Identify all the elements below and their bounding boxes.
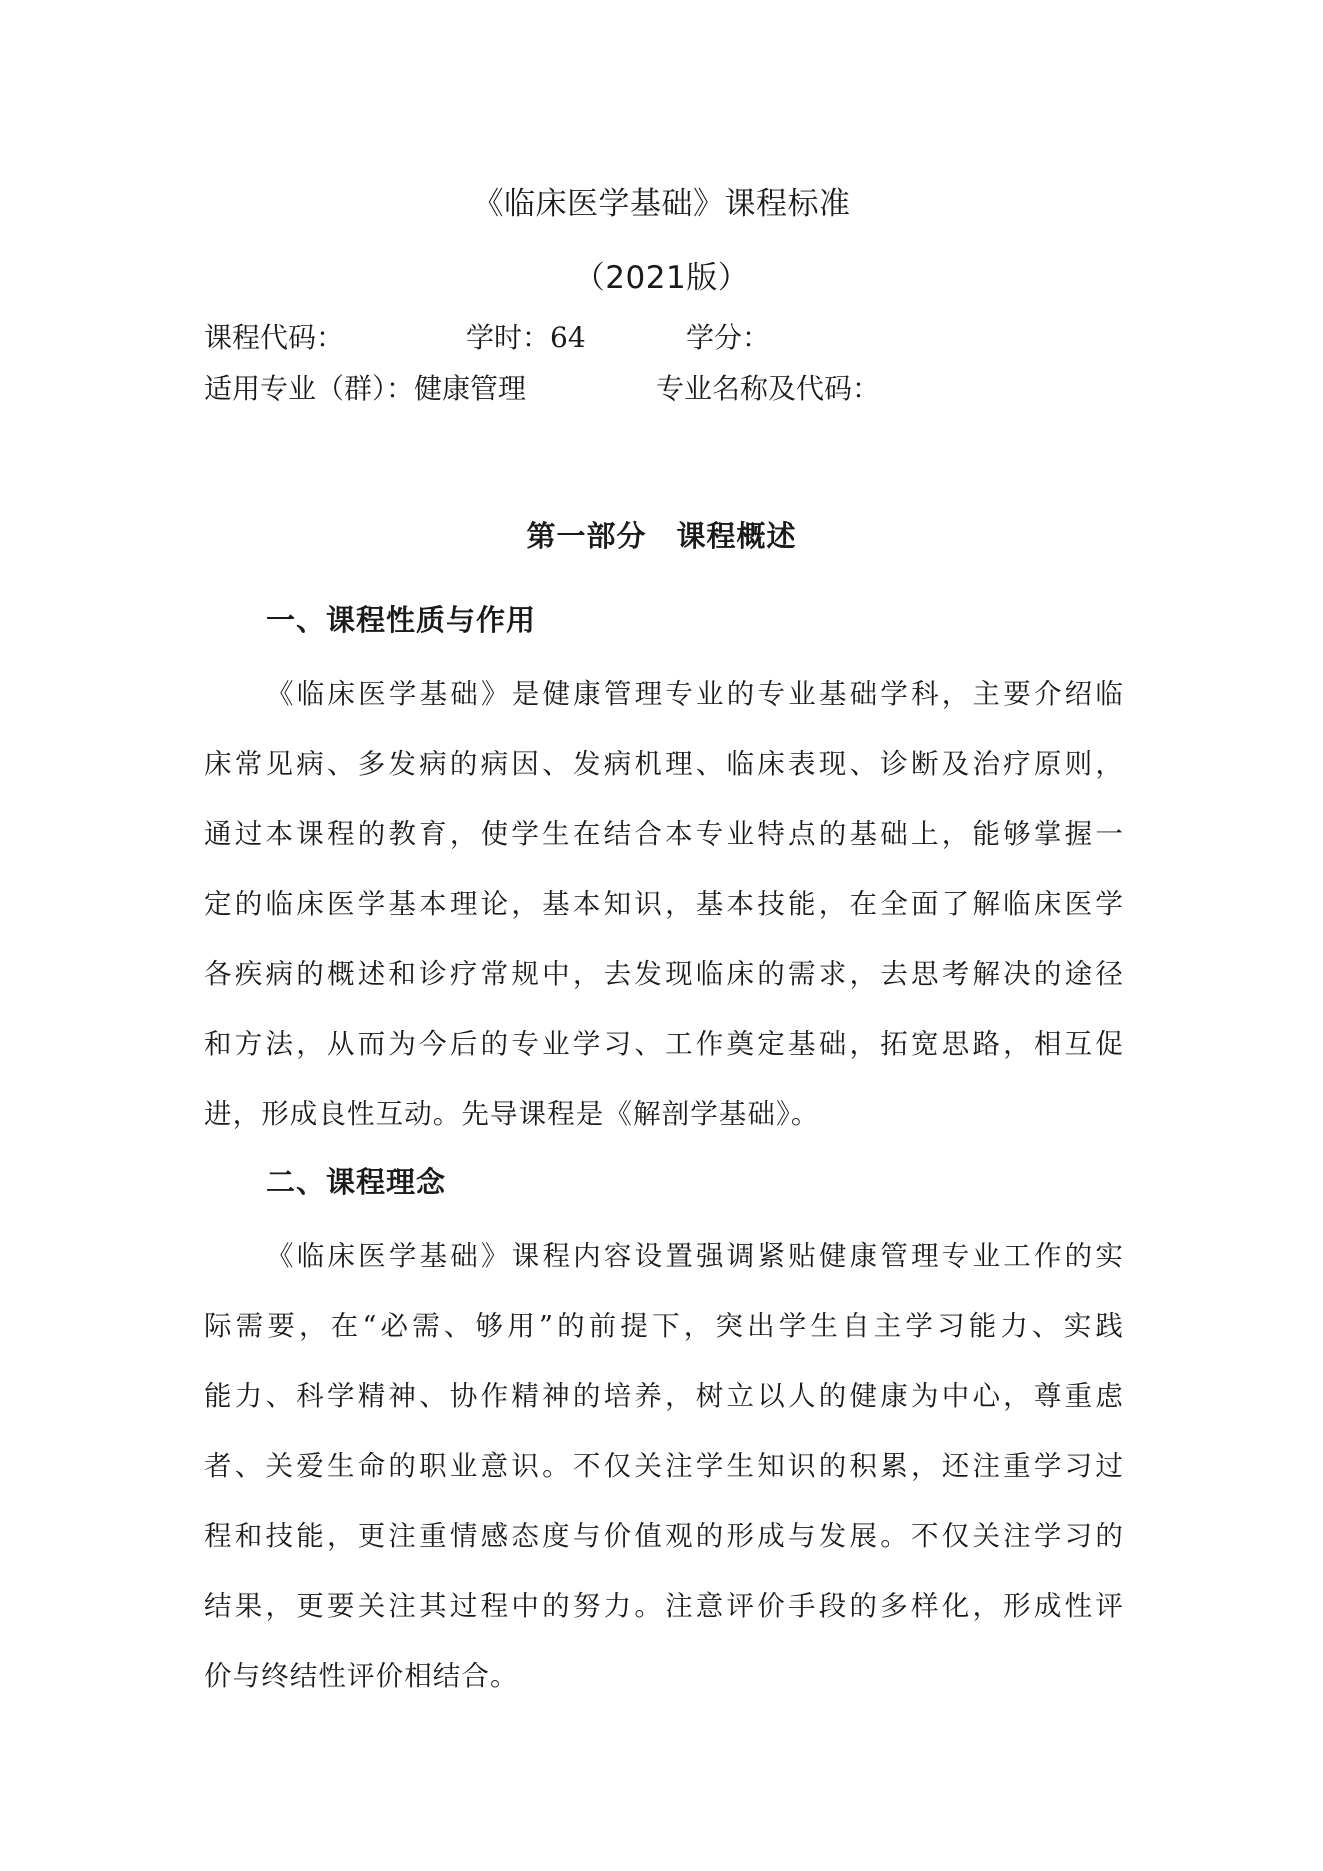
applicable-major-label: 适用专业（群）：健康管理	[204, 372, 527, 405]
paragraph-line: 际需要，在“必需、够用”的前提下，突出学生自主学习能力、实践	[204, 1310, 1124, 1342]
paragraph-line: 进，形成良性互动。先导课程是《解剖学基础》。	[204, 1098, 820, 1130]
paragraph-line: 程和技能，更注重情感态度与价值观的形成与发展。不仅关注学习的	[204, 1520, 1124, 1552]
paragraph-line: 床常见病、多发病的病因、发病机理、临床表现、诊断及治疗原则，	[204, 748, 1124, 780]
part-heading: 第一部分 课程概述	[526, 519, 797, 553]
major-name-code-label: 专业名称及代码：	[656, 372, 881, 405]
paragraph-line: 能力、科学精神、协作精神的培养，树立以人的健康为中心，尊重虑	[204, 1380, 1124, 1412]
document-version: （2021版）	[573, 260, 750, 296]
section-heading-philosophy: 二、课程理念	[266, 1165, 447, 1199]
paragraph-line: 定的临床医学基本理论，基本知识，基本技能，在全面了解临床医学	[204, 888, 1124, 920]
paragraph-line: 价与终结性评价相结合。	[204, 1660, 519, 1692]
section-heading-nature: 一、课程性质与作用	[266, 603, 537, 637]
paragraph-line: 各疾病的概述和诊疗常规中，去发现临床的需求，去思考解决的途径	[204, 958, 1124, 990]
course-code-label: 课程代码：	[204, 321, 345, 354]
paragraph-line: 通过本课程的教育，使学生在结合本专业特点的基础上，能够掌握一	[204, 818, 1124, 850]
paragraph-line: 《临床医学基础》是健康管理专业的专业基础学科，主要介绍临	[266, 678, 1124, 710]
paragraph-line: 和方法，从而为今后的专业学习、工作奠定基础，拓宽思路，相互促	[204, 1028, 1124, 1060]
course-hours-label: 学时：64	[466, 321, 586, 354]
document-title: 《临床医学基础》课程标准	[472, 186, 851, 222]
paragraph-line: 者、关爱生命的职业意识。不仅关注学生知识的积累，还注重学习过	[204, 1450, 1124, 1482]
course-credits-label: 学分：	[686, 321, 771, 354]
paragraph-line: 结果，更要关注其过程中的努力。注意评价手段的多样化，形成性评	[204, 1590, 1124, 1622]
paragraph-line: 《临床医学基础》课程内容设置强调紧贴健康管理专业工作的实	[266, 1240, 1124, 1272]
